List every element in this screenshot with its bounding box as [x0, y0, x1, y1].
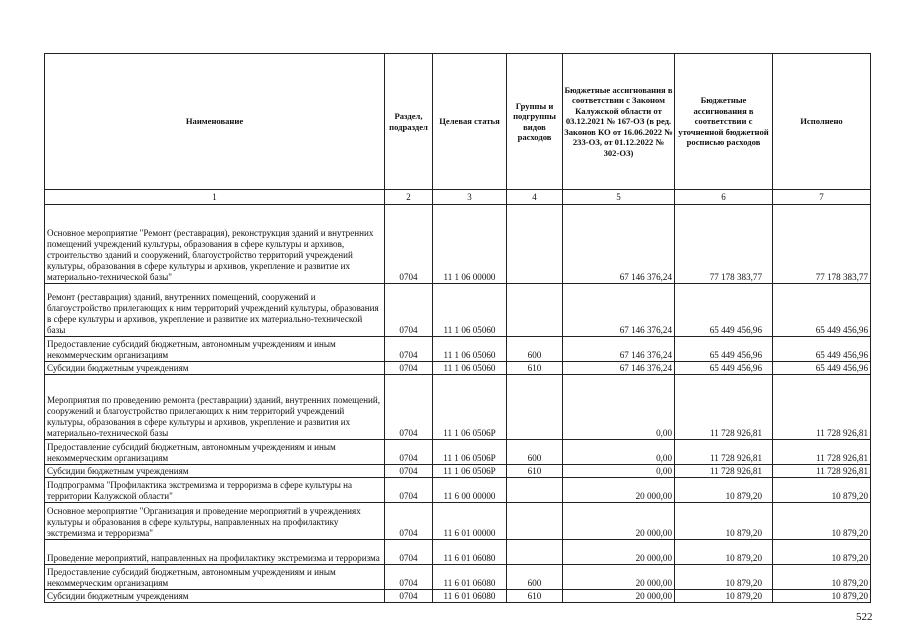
table-row [45, 375, 871, 440]
row-refined-amount: 10 879,20 [675, 503, 773, 540]
column-number: 1 [45, 190, 385, 205]
header-group: Группы и подгруппы видов расходов [507, 54, 563, 190]
row-section: 0704 [385, 503, 433, 540]
row-name: Основное мероприятие "Ремонт (реставрация), реконструкция зданий и внутренних помещений учреждений культуры, образования в сфере культуры и архивов, строительство зданий и сооружений, благоустройство территорий учреждений культуры, образования в сфере культуры и архивов, укрепление и развитие их материально-технической базы" [45, 205, 385, 284]
column-number: 6 [675, 190, 773, 205]
row-executed-amount: 65 449 456,96 [773, 284, 871, 337]
table-body [45, 205, 871, 603]
row-law-amount: 0,00 [563, 465, 675, 478]
budget-table [44, 53, 871, 603]
row-name: Субсидии бюджетным учреждениям [45, 590, 385, 603]
row-article: 11 1 06 05060 [433, 362, 507, 375]
row-law-amount: 0,00 [563, 375, 675, 440]
row-executed-amount: 10 879,20 [773, 590, 871, 603]
table-row [45, 590, 871, 603]
row-refined-amount: 10 879,20 [675, 540, 773, 565]
row-name: Предоставление субсидий бюджетным, автономным учреждениям и иным некоммерческим организациям [45, 337, 385, 362]
row-name: Ремонт (реставрация) зданий, внутренних помещений, сооружений и благоустройство прилегающих к ним территорий учреждений культуры, образования в сфере культуры и архивов, укрепление и развитие их материально-технической базы [45, 284, 385, 337]
row-law-amount: 20 000,00 [563, 590, 675, 603]
column-number-row [45, 190, 871, 205]
row-name: Субсидии бюджетным учреждениям [45, 362, 385, 375]
table-row [45, 540, 871, 565]
row-law-amount: 67 146 376,24 [563, 337, 675, 362]
column-number: 2 [385, 190, 433, 205]
row-article: 11 6 01 06080 [433, 565, 507, 590]
table-row [45, 205, 871, 284]
row-refined-amount: 11 728 926,81 [675, 465, 773, 478]
header-refined-allocation: Бюджетные ассигнования в соответствии с уточненной бюджетной росписью расходов [675, 54, 773, 190]
row-executed-amount: 65 449 456,96 [773, 337, 871, 362]
header-name: Наименование [45, 54, 385, 190]
row-article: 11 6 00 00000 [433, 478, 507, 503]
table-row [45, 465, 871, 478]
table-row [45, 362, 871, 375]
row-section: 0704 [385, 284, 433, 337]
row-group: 600 [507, 440, 563, 465]
row-group [507, 375, 563, 440]
column-number: 5 [563, 190, 675, 205]
row-section: 0704 [385, 337, 433, 362]
column-number: 3 [433, 190, 507, 205]
row-section: 0704 [385, 440, 433, 465]
row-executed-amount: 10 879,20 [773, 503, 871, 540]
header-executed: Исполнено [773, 54, 871, 190]
row-group [507, 284, 563, 337]
row-group: 610 [507, 362, 563, 375]
row-section: 0704 [385, 465, 433, 478]
row-name: Мероприятия по проведению ремонта (реставрации) зданий, внутренних помещений, сооружений и благоустройство прилегающих к ним территорий учреждений культуры, образования в сфере культуры и архивов, укрепление и развития их материально-технической базы [45, 375, 385, 440]
row-executed-amount: 77 178 383,77 [773, 205, 871, 284]
row-executed-amount: 11 728 926,81 [773, 465, 871, 478]
row-group [507, 540, 563, 565]
row-law-amount: 20 000,00 [563, 565, 675, 590]
row-refined-amount: 65 449 456,96 [675, 337, 773, 362]
row-article: 11 1 06 0506P [433, 440, 507, 465]
row-section: 0704 [385, 205, 433, 284]
row-executed-amount: 65 449 456,96 [773, 362, 871, 375]
row-name: Основное мероприятие "Организация и проведение мероприятий в учреждениях культуры и образования в сфере культуры, направленных на профилактику экстремизма и терроризма" [45, 503, 385, 540]
row-refined-amount: 10 879,20 [675, 478, 773, 503]
row-executed-amount: 11 728 926,81 [773, 375, 871, 440]
header-section: Раздел, подраздел [385, 54, 433, 190]
table-row [45, 503, 871, 540]
row-executed-amount: 11 728 926,81 [773, 440, 871, 465]
table-header [45, 54, 871, 205]
row-refined-amount: 65 449 456,96 [675, 284, 773, 337]
row-refined-amount: 10 879,20 [675, 590, 773, 603]
row-law-amount: 0,00 [563, 440, 675, 465]
row-group [507, 478, 563, 503]
row-refined-amount: 11 728 926,81 [675, 440, 773, 465]
page-number: 522 [856, 611, 873, 623]
row-law-amount: 67 146 376,24 [563, 284, 675, 337]
row-section: 0704 [385, 565, 433, 590]
table-row [45, 565, 871, 590]
row-refined-amount: 65 449 456,96 [675, 362, 773, 375]
row-section: 0704 [385, 375, 433, 440]
row-group: 600 [507, 565, 563, 590]
row-section: 0704 [385, 478, 433, 503]
row-group [507, 205, 563, 284]
row-group: 610 [507, 590, 563, 603]
header-row [45, 54, 871, 190]
row-article: 11 1 06 05060 [433, 284, 507, 337]
row-executed-amount: 10 879,20 [773, 478, 871, 503]
row-name: Субсидии бюджетным учреждениям [45, 465, 385, 478]
row-group: 600 [507, 337, 563, 362]
row-section: 0704 [385, 590, 433, 603]
row-name: Предоставление субсидий бюджетным, автономным учреждениям и иным некоммерческим организациям [45, 565, 385, 590]
row-article: 11 1 06 0506P [433, 375, 507, 440]
row-law-amount: 67 146 376,24 [563, 362, 675, 375]
row-name: Подпрограмма "Профилактика экстремизма и терроризма в сфере культуры на территории Калужской области" [45, 478, 385, 503]
row-article: 11 6 01 06080 [433, 540, 507, 565]
row-article: 11 1 06 0506P [433, 465, 507, 478]
row-executed-amount: 10 879,20 [773, 540, 871, 565]
row-article: 11 6 01 00000 [433, 503, 507, 540]
row-law-amount: 20 000,00 [563, 478, 675, 503]
row-refined-amount: 77 178 383,77 [675, 205, 773, 284]
table-row [45, 337, 871, 362]
column-number: 7 [773, 190, 871, 205]
header-law-allocation: Бюджетные ассигнования в соответствии с Законом Калужской области от 03.12.2021 № 167-ОЗ (в ред. Законов КО от 16.06.2022 № 233-ОЗ, от 01.12.2022 № 302-ОЗ) [563, 54, 675, 190]
row-law-amount: 20 000,00 [563, 503, 675, 540]
row-article: 11 1 06 00000 [433, 205, 507, 284]
row-refined-amount: 10 879,20 [675, 565, 773, 590]
column-number: 4 [507, 190, 563, 205]
row-group [507, 503, 563, 540]
table-row [45, 284, 871, 337]
table-row [45, 478, 871, 503]
row-group: 610 [507, 465, 563, 478]
row-article: 11 1 06 05060 [433, 337, 507, 362]
row-name: Проведение мероприятий, направленных на профилактику экстремизма и терроризма [45, 540, 385, 565]
header-article: Целевая статья [433, 54, 507, 190]
row-law-amount: 67 146 376,24 [563, 205, 675, 284]
row-refined-amount: 11 728 926,81 [675, 375, 773, 440]
row-section: 0704 [385, 362, 433, 375]
row-law-amount: 20 000,00 [563, 540, 675, 565]
table-row [45, 440, 871, 465]
row-section: 0704 [385, 540, 433, 565]
row-name: Предоставление субсидий бюджетным, автономным учреждениям и иным некоммерческим организациям [45, 440, 385, 465]
row-executed-amount: 10 879,20 [773, 565, 871, 590]
row-article: 11 6 01 06080 [433, 590, 507, 603]
